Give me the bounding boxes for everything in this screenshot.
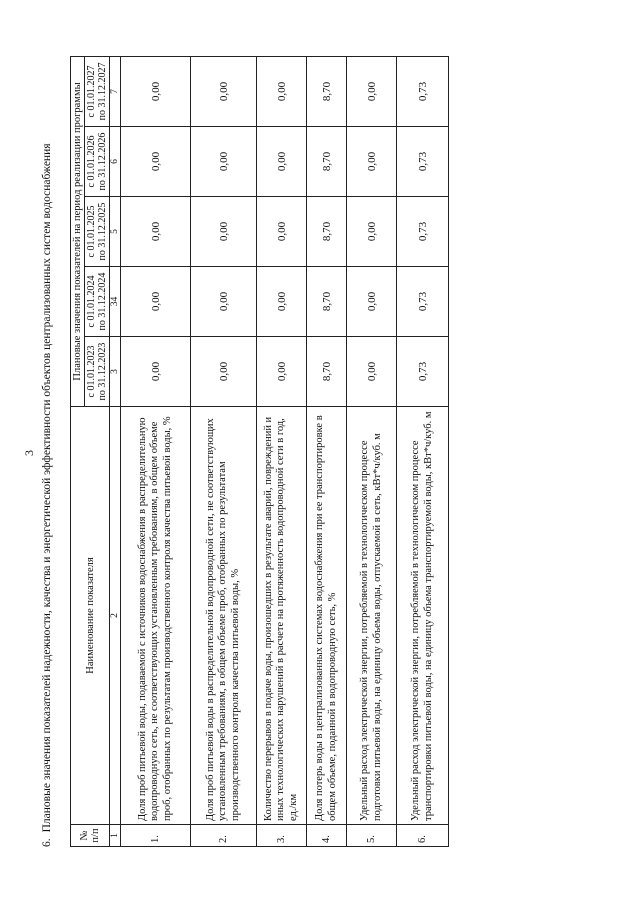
value-cell: 0,00 — [347, 267, 397, 337]
period-header: с 01.01.2025 по 31.12.2025 — [85, 197, 110, 267]
value-cell: 0,00 — [257, 197, 307, 267]
value-cell: 8,70 — [307, 337, 347, 407]
value-cell: 0,00 — [191, 197, 257, 267]
value-cell: 0,00 — [257, 267, 307, 337]
row-number: 1. — [121, 825, 191, 847]
value-cell: 0,00 — [121, 56, 191, 126]
row-number: 3. — [257, 825, 307, 847]
row-number: 6. — [397, 825, 449, 847]
value-cell: 0,00 — [121, 337, 191, 407]
index-cell: 34 — [110, 267, 121, 337]
row-number: 2. — [191, 825, 257, 847]
value-cell: 0,73 — [397, 127, 449, 197]
indicators-table — [70, 56, 449, 847]
period-header: с 01.01.2026 по 31.12.2026 — [85, 127, 110, 197]
value-cell: 0,00 — [191, 337, 257, 407]
index-cell: 3 — [110, 337, 121, 407]
value-cell: 8,70 — [307, 267, 347, 337]
table-row — [307, 56, 347, 846]
value-cell: 8,70 — [307, 197, 347, 267]
indicator-name: Доля проб питьевой воды, подаваемой с источников водоснабжения в распределительную водопроводную сеть, не соответствующих установленным требованиям, в общем объеме проб, отобранных по результатам производственного контроля качества питьевой воды, % — [121, 407, 191, 825]
index-cell: 2 — [110, 407, 121, 825]
value-cell: 0,73 — [397, 267, 449, 337]
table-row — [347, 56, 397, 846]
col-header-plan: Плановые значения показателей на период реализации программы — [71, 56, 85, 406]
page-number: 3 — [22, 450, 36, 456]
index-cell: 5 — [110, 197, 121, 267]
value-cell: 8,70 — [307, 127, 347, 197]
value-cell: 0,00 — [347, 127, 397, 197]
index-cell: 6 — [110, 127, 121, 197]
period-header: с 01.01.2024 по 31.12.2024 — [85, 267, 110, 337]
indicator-name: Удельный расход электрической энергии, потребляемой в технологическом процессе подготовки питьевой воды, на единицу объема воды, отпускаемой в сеть, кВт*ч/куб. м — [347, 407, 397, 825]
value-cell: 0,00 — [257, 127, 307, 197]
value-cell: 0,00 — [257, 56, 307, 126]
index-cell: 7 — [110, 56, 121, 126]
table-row — [397, 56, 449, 846]
section-title: Плановые значения показателей надежности, качества и энергетической эффективности объектов централизованных систем водоснабжения — [41, 143, 53, 833]
table-row — [121, 56, 191, 846]
value-cell: 0,00 — [121, 267, 191, 337]
value-cell: 0,00 — [191, 56, 257, 126]
indicator-name: Доля потерь воды в централизованных системах водоснабжения при ее транспортировке в общем объеме, поданной в водопроводную сеть, % — [307, 407, 347, 825]
value-cell: 0,73 — [397, 337, 449, 407]
index-cell: 1 — [110, 825, 121, 847]
value-cell: 0,00 — [347, 197, 397, 267]
value-cell: 8,70 — [307, 56, 347, 126]
section-number: 6. — [41, 838, 53, 847]
header-row — [71, 56, 85, 846]
value-cell: 0,73 — [397, 197, 449, 267]
value-cell: 0,73 — [397, 56, 449, 126]
value-cell: 0,00 — [191, 267, 257, 337]
indicator-name: Доля проб питьевой воды в распределительной водопроводной сети, не соответствующих установленным требованиям, в общем объеме проб, отобранных по результатам производственного контроля качества питьевой воды, % — [191, 407, 257, 825]
value-cell: 0,00 — [121, 127, 191, 197]
row-number: 5. — [347, 825, 397, 847]
col-header-num: № п/п — [71, 825, 110, 847]
table-row — [191, 56, 257, 846]
value-cell: 0,00 — [121, 197, 191, 267]
table-row — [257, 56, 307, 846]
value-cell: 0,00 — [191, 127, 257, 197]
value-cell: 0,00 — [257, 337, 307, 407]
value-cell: 0,00 — [347, 56, 397, 126]
value-cell: 0,00 — [347, 337, 397, 407]
row-number: 4. — [307, 825, 347, 847]
period-header: с 01.01.2027 по 31.12.2027 — [85, 56, 110, 126]
section-heading — [40, 87, 54, 847]
col-header-name: Наименование показателя — [71, 407, 110, 825]
indicator-name: Удельный расход электрической энергии, потребляемой в технологическом процессе транспортировки питьевой воды, на единицу объема транспортируемой воды, кВт*ч/куб. м — [397, 407, 449, 825]
indicator-name: Количество перерывов в подаче воды, произошедших в результате аварий, повреждений и иных технологических нарушений в расчете на протяженность водопроводной сети в год, ед./км — [257, 407, 307, 825]
index-row — [110, 56, 121, 846]
period-header: с 01.01.2023 по 31.12.2023 — [85, 337, 110, 407]
